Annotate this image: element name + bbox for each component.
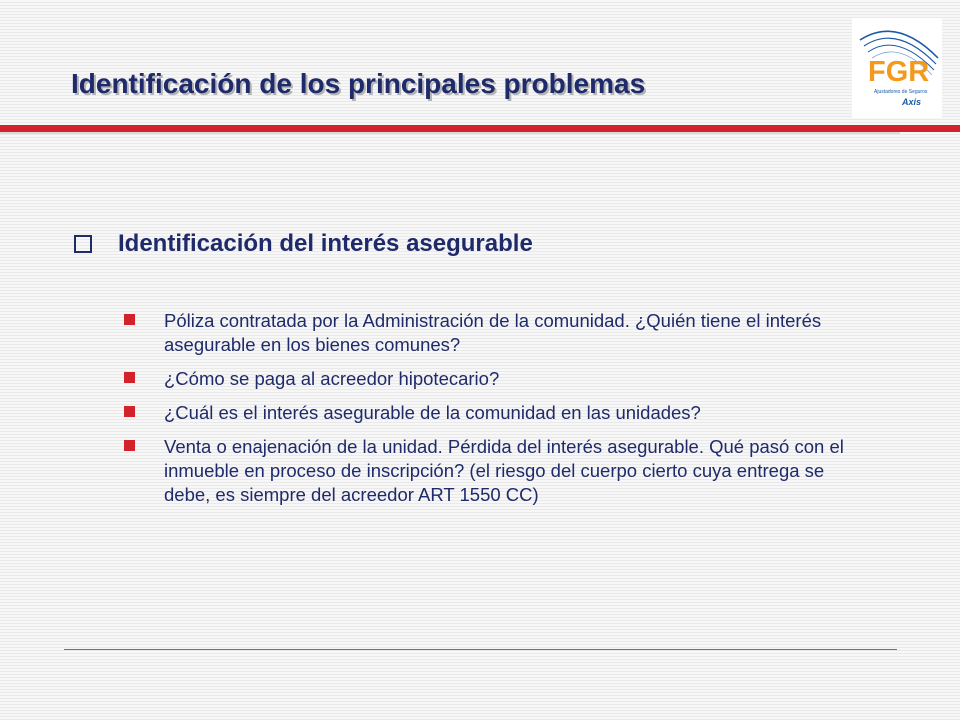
- red-square-bullet-icon: [124, 440, 135, 451]
- bullet-text: ¿Cuál es el interés asegurable de la comunidad en las unidades?: [164, 402, 701, 423]
- section-title: Identificación del interés asegurable: [118, 230, 533, 257]
- title-divider: [0, 125, 960, 132]
- hollow-square-icon: [74, 235, 92, 253]
- bullet-text: Venta o enajenación de la unidad. Pérdida del interés asegurable. Qué pasó con el inmueble en proceso de inscripción? (el riesgo del cuerpo cierto cuya entrega se debe, es siempre del acreedor ART 1550 CC): [164, 436, 844, 505]
- title-divider-shadow: [0, 132, 900, 134]
- fgr-logo-icon: [852, 18, 942, 118]
- red-square-bullet-icon: [124, 406, 135, 417]
- bullet-text: ¿Cómo se paga al acreedor hipotecario?: [164, 368, 500, 389]
- red-square-bullet-icon: [124, 314, 135, 325]
- list-item: [124, 309, 874, 357]
- list-item: [124, 367, 874, 391]
- logo-brand-text: FGR: [868, 56, 930, 88]
- footer-divider: [64, 649, 897, 650]
- bullet-list: [124, 309, 874, 517]
- section-heading: [74, 230, 533, 258]
- slide-title: Identificación de los principales problemas: [71, 68, 646, 99]
- list-item: [124, 401, 874, 425]
- bullet-text: Póliza contratada por la Administración de la comunidad. ¿Quién tiene el interés asegurable en los bienes comunes?: [164, 310, 822, 355]
- red-square-bullet-icon: [124, 372, 135, 383]
- list-item: [124, 435, 874, 507]
- company-logo: [852, 18, 942, 118]
- logo-subbrand-text: Axis: [902, 97, 922, 107]
- logo-tagline-text: Ajustadores de Seguros: [874, 89, 928, 95]
